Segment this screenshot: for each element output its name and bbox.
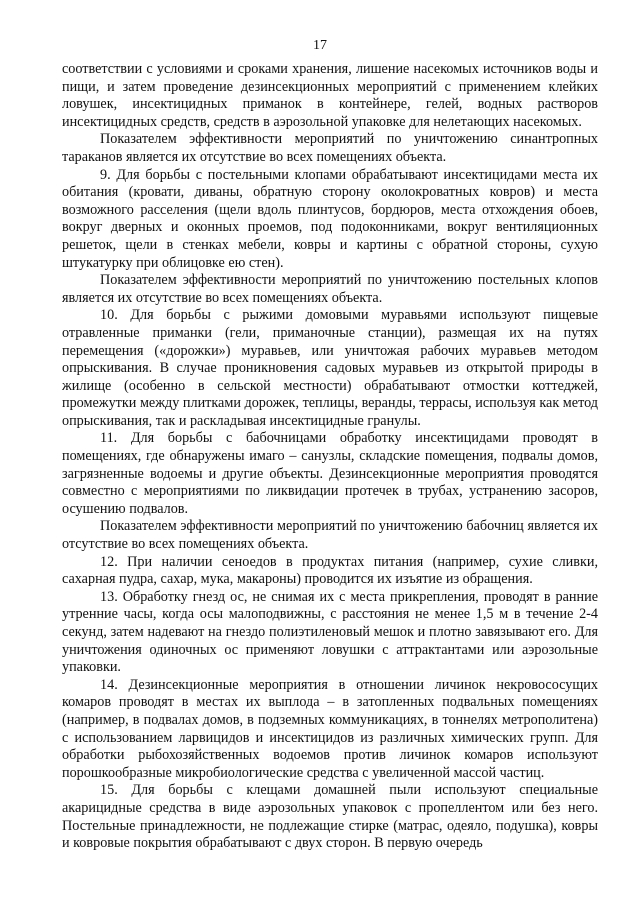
paragraph-item-14-mosquito-larvae: 14. Дезинсекционные мероприятия в отношении личинок некровососущих комаров проводят в местах их выплода – в затопленных подвальных помещениях (например, в подвалах домов, в подземных коммуникациях, в тоннелях метрополитена) с использованием ларвицидов и инсектицидов из различных химических групп. Для обработки рыбохозяйственных водоемов против личинок комаров используют порошкообразные микробиологические средства с увеличенной массой частиц. xyxy=(62,676,598,781)
page-number: 17 xyxy=(313,38,327,53)
paragraph-item-13-wasps: 13. Обработку гнезд ос, не снимая их с места прикрепления, проводят в ранние утренние часы, когда осы малоподвижны, с расстояния не менее 1,5 м в течение 2-4 секунд, затем надевают на гнездо полиэтиленовый мешок и плотно завязывают его. Для уничтожения одиночных ос применяют ловушки с аттрактантами или аэрозольные упаковки. xyxy=(62,588,598,676)
paragraph-bedbug-effectiveness: Показателем эффективности мероприятий по уничтожению постельных клопов является их отсутствие во всех помещениях объекта. xyxy=(62,272,598,306)
paragraph-item-11-silverfish: 11. Для борьбы с бабочницами обработку инсектицидами проводят в помещениях, где обнаружены имаго – санузлы, складские помещения, подвалы домов, загрязненные водоемы и другие объекты. Дезинсекционные мероприятия проводятся совместно с мероприятиями по ликвидации протечек в трубах, устранению засоров, осушению подвалов. xyxy=(62,430,598,517)
paragraph-item-15-dust-mites: 15. Для борьбы с клещами домашней пыли используют специальные акарицидные средства в виде аэрозольных упаковок с пропеллентом или без него. Постельные принадлежности, не подлежащие стирке (матрас, одеяло, подушка), ковры и ковровые покрытия обрабатывают с двух сторон. В первую очередь xyxy=(62,782,598,852)
paragraph-item-12-booklice: 12. При наличии сеноедов в продуктах питания (например, сухие сливки, сахарная пудра, сахар, мука, макароны) проводится их изъятие из обращения. xyxy=(62,553,598,588)
paragraph-cockroach-effectiveness: Показателем эффективности мероприятий по уничтожению синантропных тараканов является их отсутствие во всех помещениях объекта. xyxy=(62,131,598,165)
paragraph-silverfish-effectiveness: Показателем эффективности мероприятий по уничтожению бабочниц является их отсутствие во всех помещениях объекта. xyxy=(62,518,598,553)
page-body xyxy=(62,61,598,853)
paragraph-item-9-bedbugs: 9. Для борьбы с постельными клопами обрабатывают инсектицидами места их обитания (кровати, диваны, обратную сторону околокроватных ковров) и места возможного расселения (щели вдоль плинтусов, бордюров, места отхождения обоев, вокруг дверных и оконных проемов, под подоконниками, вокруг вентиляционных решеток, щели в стенках мебели, ковры и картины с обратной стороны, сухую штукатурку при облицовке ею стен). xyxy=(62,166,598,271)
paragraph-item-10-ants: 10. Для борьбы с рыжими домовыми муравьями используют пищевые отравленные приманки (гели, приманочные станции), размещая их на путях перемещения («дорожки») муравьев, или уничтожая рабочих муравьев методом опрыскивания. В случае проникновения садовых муравьев из открытой природы в жилище (особенно в сельской местности) обрабатывают отмостки коттеджей, промежутки между плитками дорожек, теплицы, веранды, террасы, используя как метод опрыскивания, так и раскладывая инсектицидные гранулы. xyxy=(62,307,598,429)
paragraph-continuation: соответствии с условиями и сроками хранения, лишение насекомых источников воды и пищи, и затем проведение дезинсекционных мероприятий с применением клейких ловушек, инсектицидных приманок в контейнере, гелей, водных растворов инсектицидных средств, средств в аэрозольной упаковке для нелетающих насекомых. xyxy=(62,61,598,130)
